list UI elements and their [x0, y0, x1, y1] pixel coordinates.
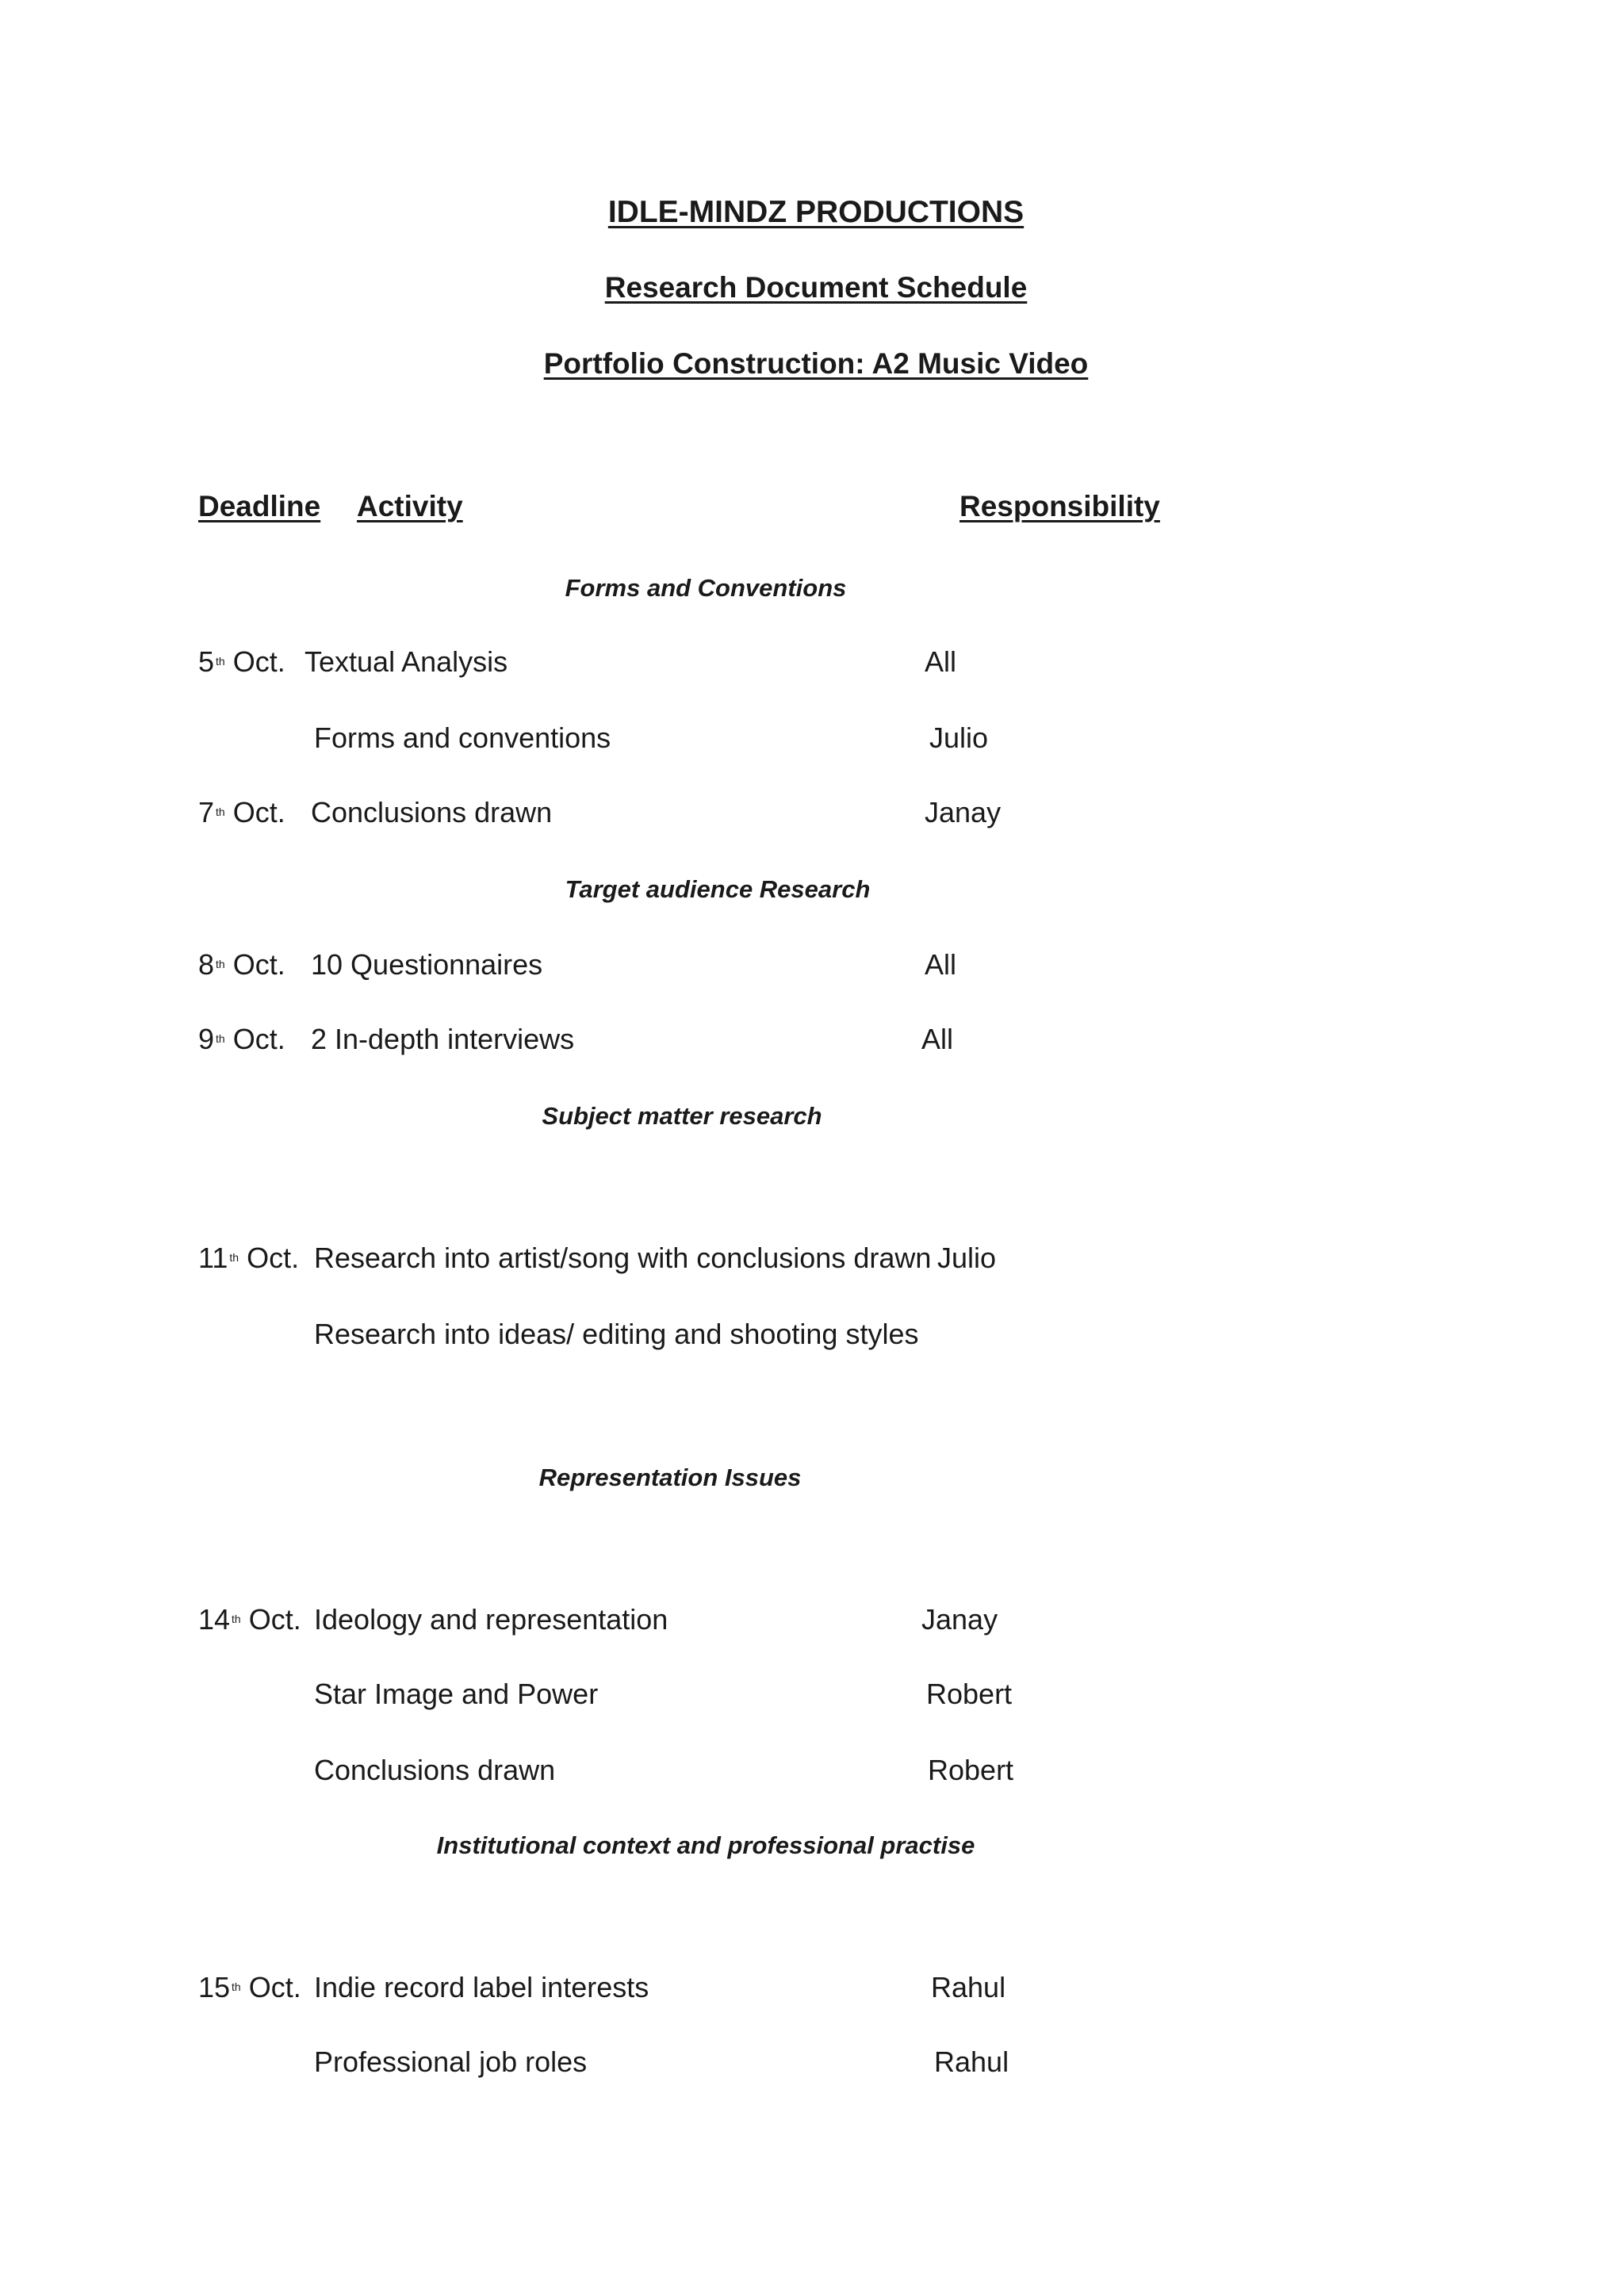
header-responsibility: Responsibility [959, 490, 1160, 522]
section-forms-conventions: Forms and Conventions [565, 574, 847, 602]
deadline-cell: 9 $^{th}$ Oct. [198, 1023, 285, 1055]
responsibility-cell: Rahul [931, 1971, 1006, 2003]
responsibility-cell: Janay [925, 796, 1002, 828]
responsibility-cell: All [921, 1023, 954, 1055]
activity-cell: Conclusions drawn [314, 1754, 556, 1786]
responsibility-cell: Robert [928, 1754, 1014, 1786]
section-institutional: Institutional context and professional practise [436, 1831, 975, 1859]
activity-cell: Indie record label interests [314, 1971, 649, 2003]
activity-cell: Ideology and representation [314, 1603, 668, 1636]
responsibility-cell: Julio [937, 1242, 997, 1274]
responsibility-cell: All [925, 645, 957, 678]
header-deadline: Deadline [198, 490, 321, 522]
activity-cell: Professional job roles [314, 2045, 588, 2078]
activity-cell: Forms and conventions [314, 721, 611, 754]
section-subject-matter: Subject matter research [542, 1102, 822, 1130]
responsibility-cell: Janay [921, 1603, 998, 1636]
activity-cell: Research into ideas/ editing and shooting styles [314, 1318, 919, 1350]
activity-cell: Research into artist/song with conclusions drawn [314, 1242, 932, 1274]
deadline-cell: 7 $^{th}$ Oct. [198, 796, 285, 828]
responsibility-cell: Rahul [934, 2045, 1009, 2078]
activity-cell: 10 Questionnaires [311, 948, 543, 981]
activity-cell: 2 In-depth interviews [311, 1023, 575, 1055]
deadline-cell: 15 $^{th}$ Oct. [198, 1971, 301, 2003]
deadline-cell: 14 $^{th}$ Oct. [198, 1603, 301, 1636]
activity-cell: Star Image and Power [314, 1678, 599, 1710]
document-title: Research Document Schedule [604, 271, 1028, 304]
responsibility-cell: All [925, 948, 957, 981]
header-activity: Activity [357, 490, 463, 522]
section-representation: Representation Issues [538, 1464, 802, 1491]
deadline-cell: 8 $^{th}$ Oct. [198, 948, 285, 981]
deadline-cell: 5 $^{th}$ Oct. [198, 645, 285, 678]
responsibility-cell: Robert [926, 1678, 1013, 1710]
document-subtitle: Portfolio Construction: A2 Music Video [543, 347, 1089, 380]
activity-cell: Textual Analysis [304, 645, 508, 678]
section-target-audience: Target audience Research [565, 875, 871, 903]
activity-cell: Conclusions drawn [311, 796, 553, 828]
company-title: IDLE-MINDZ PRODUCTIONS [607, 195, 1025, 229]
deadline-cell: 11 $^{th}$ Oct. [198, 1242, 300, 1274]
responsibility-cell: Julio [929, 721, 989, 754]
